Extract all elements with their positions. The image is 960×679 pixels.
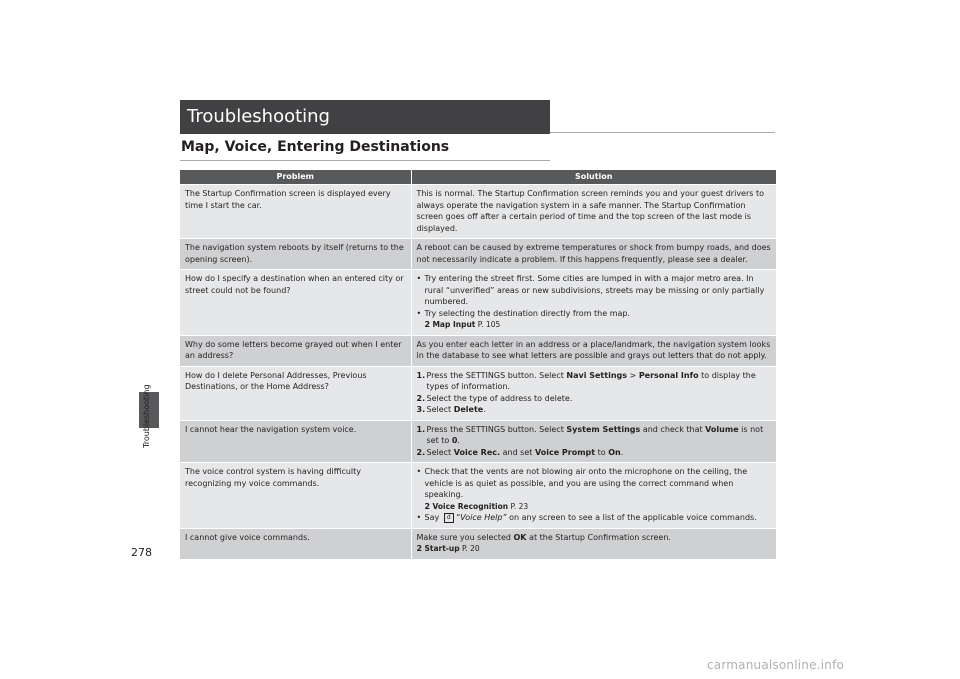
header-divider bbox=[550, 132, 775, 133]
solution-bullet: • Say d “Voice Help” on any screen to see a list of the applicable voice commands. bbox=[416, 513, 757, 522]
problem-cell: How do I specify a destination when an entered city or street could not be found? bbox=[180, 270, 411, 336]
chapter-title: Troubleshooting bbox=[180, 100, 550, 134]
problem-cell: The Startup Confirmation screen is displayed every time I start the car. bbox=[180, 185, 411, 239]
solution-cell: As you enter each letter in an address or a place/landmark, the navigation system looks in the database to see what letters are possible and grays out letters that do not apply. bbox=[411, 335, 776, 366]
section-title: Map, Voice, Entering Destinations bbox=[181, 139, 450, 155]
reference-arrow-icon: 2 bbox=[416, 544, 423, 553]
solution-step: 2. Select Voice Rec. and set Voice Prompt to On. bbox=[416, 447, 624, 457]
section-divider bbox=[180, 160, 550, 161]
solution-bullet: • Check that the vents are not blowing air onto the microphone on the ceiling, the vehicle is as quiet as possible, and you are using the correct command when speaking. bbox=[416, 467, 748, 499]
problem-cell: The voice control system is having difficulty recognizing my voice commands. bbox=[180, 463, 411, 529]
table-row bbox=[180, 528, 776, 559]
problem-cell: I cannot hear the navigation system voice. bbox=[180, 420, 411, 463]
reference-arrow-icon: 2 bbox=[424, 320, 431, 329]
problem-cell: I cannot give voice commands. bbox=[180, 528, 411, 559]
troubleshooting-table bbox=[180, 170, 776, 559]
solution-cell bbox=[411, 463, 776, 529]
solution-cell: This is normal. The Startup Confirmation screen reminds you and your guest drivers to always operate the navigation system in a safe manner. The Startup Confirmation screen goes off after a certain period of time and the top screen of the last mode is displayed. bbox=[411, 185, 776, 239]
solution-bullet: • Try entering the street first. Some cities are lumped in with a major metro area. In rural “unverified” areas or new subdivisions, streets may be missing or only partially numbered. bbox=[416, 274, 765, 306]
table-header-row bbox=[180, 170, 776, 185]
column-header-solution: Solution bbox=[411, 170, 776, 185]
cross-reference-link[interactable]: 2 Map Input P. 105 bbox=[424, 320, 501, 329]
table-row bbox=[180, 420, 776, 463]
page-number: 278 bbox=[131, 546, 152, 559]
solution-cell: Make sure you selected OK at the Startup Confirmation screen. 2 Start-up P. 20 bbox=[411, 528, 776, 559]
table-row bbox=[180, 185, 776, 239]
cross-reference-link[interactable]: 2 Voice Recognition P. 23 bbox=[424, 501, 529, 511]
table-row bbox=[180, 239, 776, 270]
cross-reference-link[interactable]: 2 Start-up P. 20 bbox=[416, 544, 480, 553]
table-row bbox=[180, 270, 776, 336]
watermark: carmanualsonline.info bbox=[707, 658, 844, 672]
solution-step: 1. Press the SETTINGS button. Select System Settings and check that Volume is not set to 0. bbox=[416, 424, 764, 445]
problem-cell: How do I delete Personal Addresses, Previous Destinations, or the Home Address? bbox=[180, 366, 411, 420]
solution-step: 1. Press the SETTINGS button. Select Navi Settings > Personal Info to display the types of information. bbox=[416, 370, 756, 391]
talk-button-icon: d bbox=[444, 513, 454, 523]
solution-step: 2. Select the type of address to delete. bbox=[416, 393, 573, 403]
column-header-problem: Problem bbox=[180, 170, 411, 185]
problem-cell: The navigation system reboots by itself (returns to the opening screen). bbox=[180, 239, 411, 270]
solution-cell bbox=[411, 270, 776, 336]
solution-step: 3. Select Delete. bbox=[416, 405, 486, 414]
table-row bbox=[180, 366, 776, 420]
table-row bbox=[180, 335, 776, 366]
solution-bullet: • Try selecting the destination directly from the map. bbox=[416, 308, 631, 318]
table-row bbox=[180, 463, 776, 529]
problem-cell: Why do some letters become grayed out when I enter an address? bbox=[180, 335, 411, 366]
solution-cell bbox=[411, 420, 776, 463]
side-section-label: Troubleshooting bbox=[142, 384, 151, 448]
reference-arrow-icon: 2 bbox=[424, 501, 431, 511]
solution-cell bbox=[411, 366, 776, 420]
solution-cell: A reboot can be caused by extreme temperatures or shock from bumpy roads, and does not necessarily indicate a problem. If this happens frequently, please see a dealer. bbox=[411, 239, 776, 270]
